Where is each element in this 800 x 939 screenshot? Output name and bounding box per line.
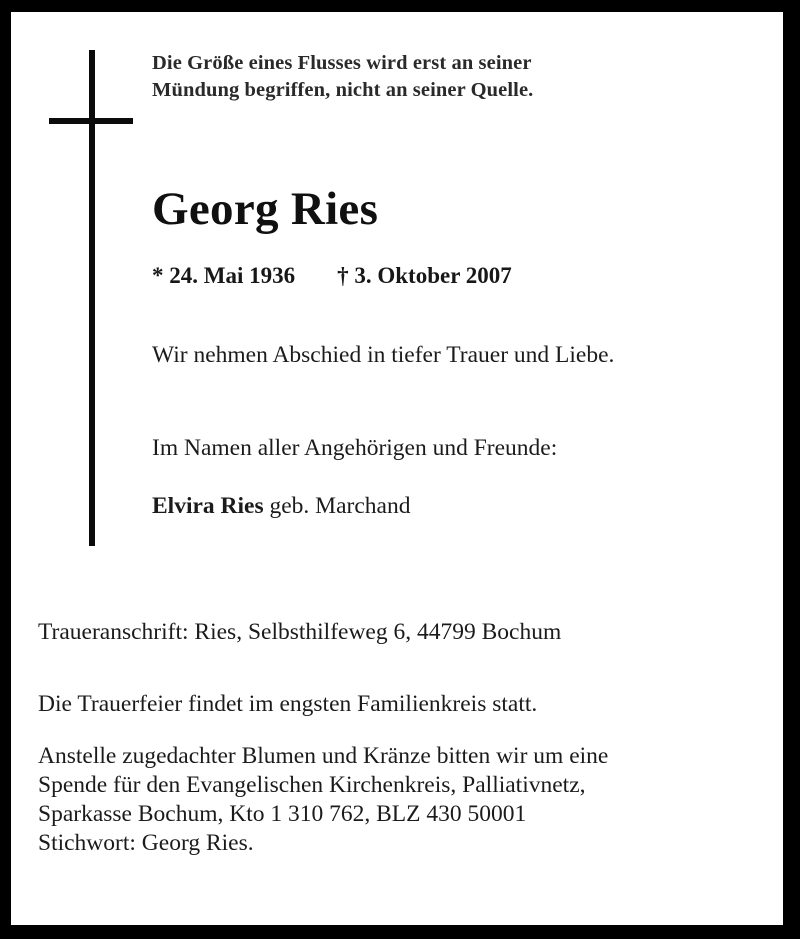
survivor-maiden-name: geb. Marchand	[263, 493, 411, 519]
donation-line-1: Anstelle zugedachter Blumen und Kränze bitten wir um eine	[38, 743, 609, 769]
donation-line-4: Stichwort: Georg Ries.	[38, 830, 254, 856]
mourning-address: Traueranschrift: Ries, Selbsthilfeweg 6, 44799 Bochum	[38, 619, 562, 645]
ceremony-note: Die Trauerfeier findet im engsten Familienkreis statt.	[38, 691, 538, 717]
obituary-main-text	[152, 50, 762, 521]
obituary-notice	[11, 12, 783, 925]
farewell-message: Wir nehmen Abschied in tiefer Trauer und Liebe.	[152, 342, 615, 368]
survivor-name: Elvira Ries	[152, 493, 264, 519]
epigraph-line-1: Die Größe eines Flusses wird erst an seiner	[152, 52, 532, 74]
epigraph-line-2: Mündung begriffen, nicht an seiner Quelle.	[152, 79, 534, 101]
cross-horizontal-bar	[49, 118, 133, 124]
life-dates	[152, 236, 762, 290]
donation-line-2: Spende für den Evangelischen Kirchenkreis, Palliativnetz,	[38, 772, 586, 798]
cross-vertical-stem	[89, 50, 95, 546]
obituary-footer-text	[38, 617, 768, 858]
birth-date: * 24. Mai 1936	[152, 263, 296, 288]
christian-cross-icon	[49, 50, 133, 546]
donation-request	[38, 719, 768, 858]
epigraph-quote	[152, 50, 762, 104]
survivor-entry	[152, 463, 762, 521]
deceased-name: Georg Ries	[152, 183, 379, 235]
donation-line-3: Sparkasse Bochum, Kto 1 310 762, BLZ 430 50001	[38, 801, 527, 827]
on-behalf-label: Im Namen aller Angehörigen und Freunde:	[152, 435, 558, 461]
death-date: † 3. Oktober 2007	[337, 263, 512, 288]
